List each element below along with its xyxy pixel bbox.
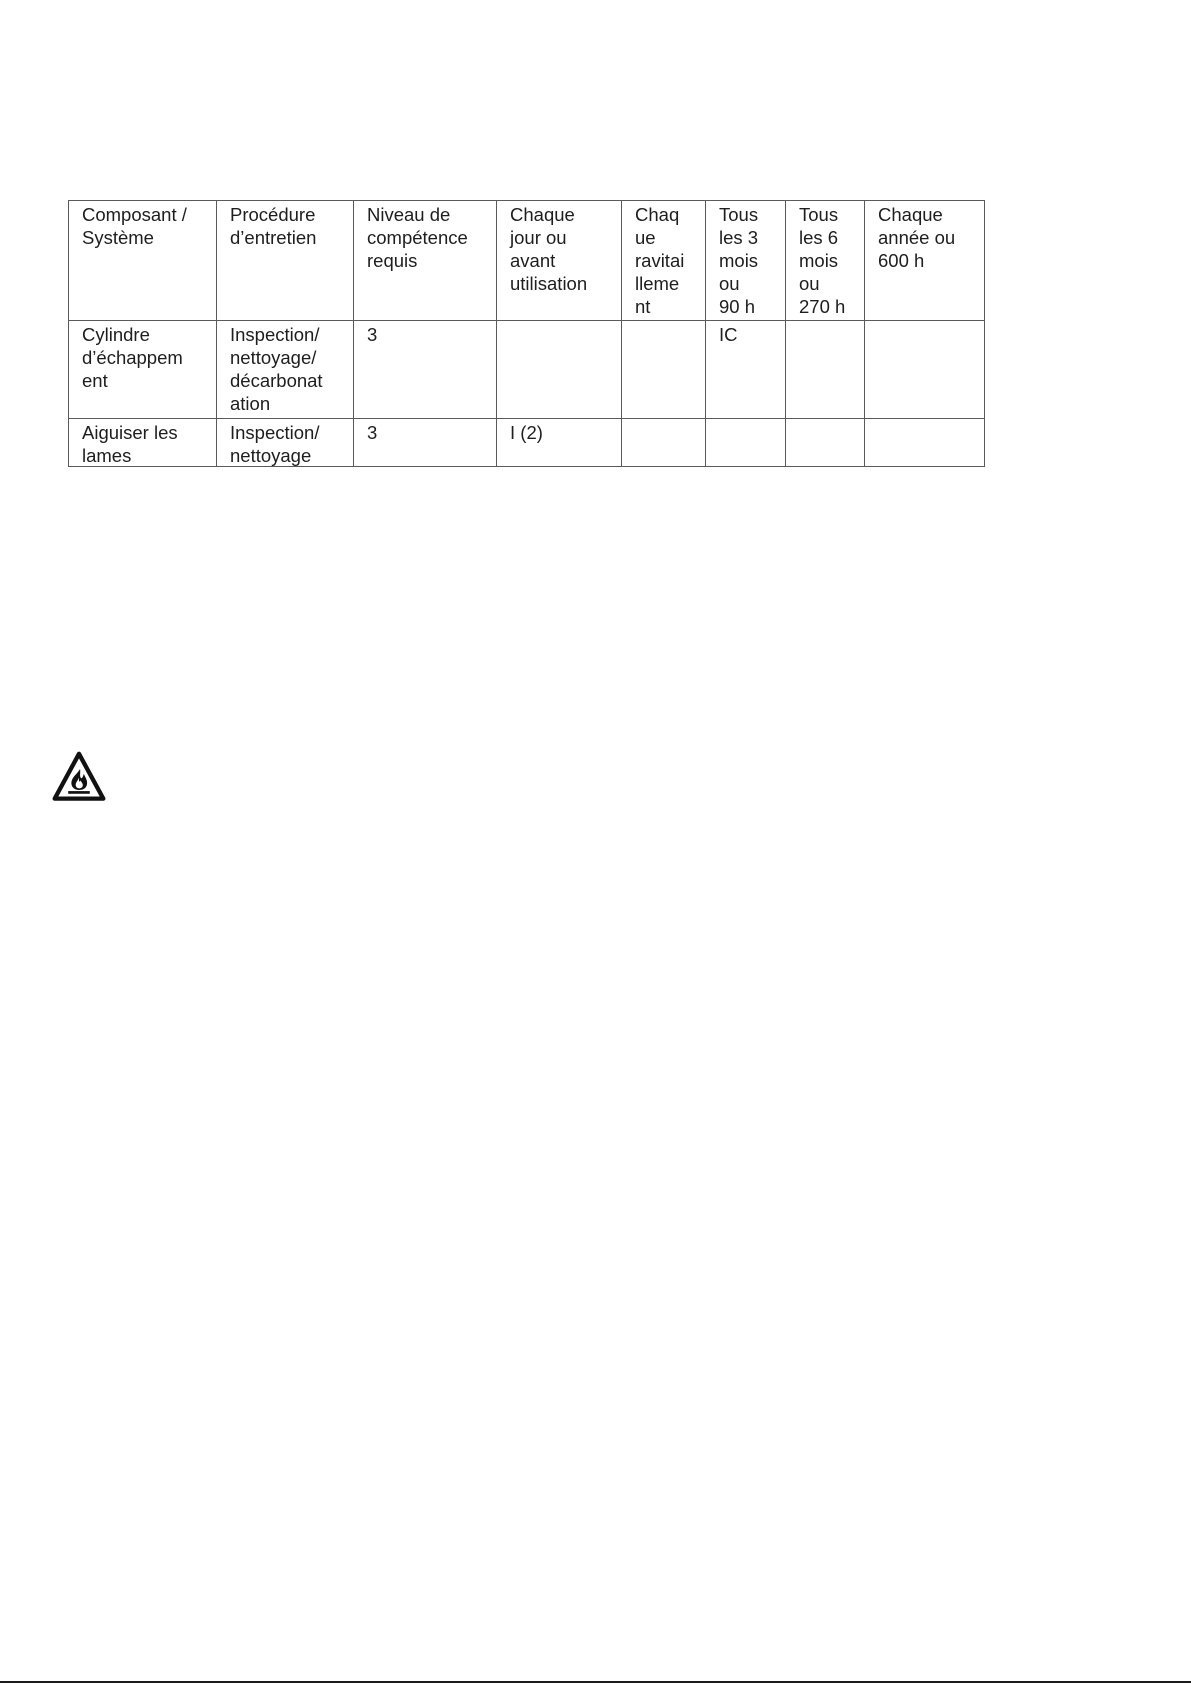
table-cell: Cylindre d’échappem ent <box>69 321 217 419</box>
flammable-warning-icon <box>52 749 106 804</box>
maintenance-table <box>68 200 985 467</box>
table-cell <box>786 419 865 467</box>
table-cell: IC <box>706 321 786 419</box>
table-header-cell: Tous les 3 mois ou 90 h <box>706 201 786 321</box>
table-cell: I (2) <box>497 419 622 467</box>
table-cell <box>865 321 985 419</box>
table-cell: Aiguiser les lames <box>69 419 217 467</box>
table-cell: 3 <box>354 419 497 467</box>
table-header-cell: Chaque année ou 600 h <box>865 201 985 321</box>
table-cell <box>622 321 706 419</box>
table-cell <box>706 419 786 467</box>
table-header-cell: Composant / Système <box>69 201 217 321</box>
table-cell <box>786 321 865 419</box>
table-cell <box>865 419 985 467</box>
table-header-cell: Chaque jour ou avant utilisation <box>497 201 622 321</box>
table-header-cell: Niveau de compétence requis <box>354 201 497 321</box>
table-header-cell: Tous les 6 mois ou 270 h <box>786 201 865 321</box>
table-cell: 3 <box>354 321 497 419</box>
table-cell <box>622 419 706 467</box>
table-cell: Inspection/ nettoyage <box>217 419 354 467</box>
table-header-cell: Procédure d’entretien <box>217 201 354 321</box>
table-cell <box>497 321 622 419</box>
table-header-cell: Chaq ue ravitai lleme nt <box>622 201 706 321</box>
table-cell: Inspection/ nettoyage/ décarbonat ation <box>217 321 354 419</box>
bottom-rule <box>0 1681 1191 1683</box>
